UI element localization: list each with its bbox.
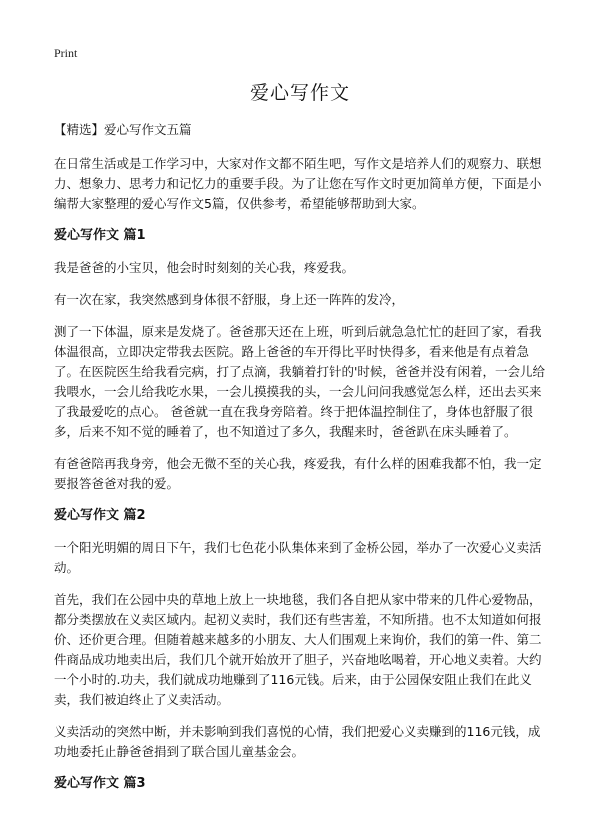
article-subtitle: 【精选】爱心写作文五篇 bbox=[54, 122, 192, 137]
article-body bbox=[54, 120, 552, 806]
paragraph: 测了一下体温，原来是发烧了。爸爸那天还在上班，听到后就急急忙忙的赶回了家，看我体温很高，立即决定带我去医院。路上爸爸的车开得比平时快得多，看来他是有点着急了。在医院医生给我看完病，打了点滴，我躺着打针的'时候，爸爸并没有闲着，一会儿给我喂水，一会儿给我吃水果，一会儿摸摸我的头，一会儿问问我感觉怎么样，还出去买来了我最爱吃的点心。 爸爸就一直在我身旁陪着。终于把体温控制住了，身体也舒服了很多，后来不知不觉的睡着了，也不知道过了多久，我醒来时，爸爸趴在床头睡着了。 bbox=[54, 324, 545, 439]
paragraph: 义卖活动的突然中断，并未影响到我们喜悦的心情，我们把爱心义卖赚到的116元钱，成功地委托止静爸爸捐到了联合国儿童基金会。 bbox=[54, 724, 541, 759]
section-heading-2: 爱心写作文 篇2 bbox=[54, 508, 146, 523]
paragraph: 一个阳光明媚的周日下午，我们七色花小队集体来到了金桥公园，举办了一次爱心义卖活动。 bbox=[54, 540, 542, 575]
paragraph: 有一次在家，我突然感到身体很不舒服，身上还一阵阵的发冷， bbox=[54, 292, 405, 307]
paragraph: 首先，我们在公园中央的草地上放上一块地毯，我们各自把从家中带来的几件心爱物品，都分类摆放在义卖区域内。起初义卖时，我们还有些害羞，不知所措。也不太知道如何报价、还价更合理。但随着越来越多的小朋友、大人们围观上来询价，我们的第一件、第二件商品成功地卖出后，我们几个就开始放开了胆子，兴奋地吆喝着，开心地义卖着。大约一个小时的.功夫，我们就成功地赚到了116元钱。后来，由于公园保安阻止我们在此义卖，我们被迫终止了义卖活动。 bbox=[54, 592, 542, 707]
page-title: 爱心写作文 bbox=[249, 82, 350, 104]
section-heading-3: 爱心写作文 篇3 bbox=[54, 776, 146, 791]
paragraph: 我是爸爸的小宝贝，他会时时刻刻的关心我，疼爱我。 bbox=[54, 260, 355, 275]
section-heading-1: 爱心写作文 篇1 bbox=[54, 228, 146, 243]
paragraph: 有爸爸陪再我身旁，他会无微不至的关心我，疼爱我，有什么样的困难我都不怕，我一定要报答爸爸对我的爱。 bbox=[54, 456, 542, 491]
print-label[interactable]: Print bbox=[54, 46, 78, 60]
intro-paragraph: 在日常生活或是工作学习中，大家对作文都不陌生吧，写作文是培养人们的观察力、联想力、想象力、思考力和记忆力的重要手段。为了让您在写作文时更加简单方便，下面是小编帮大家整理的爱心写作文5篇，仅供参考，希望能够帮助到大家。 bbox=[54, 156, 542, 211]
